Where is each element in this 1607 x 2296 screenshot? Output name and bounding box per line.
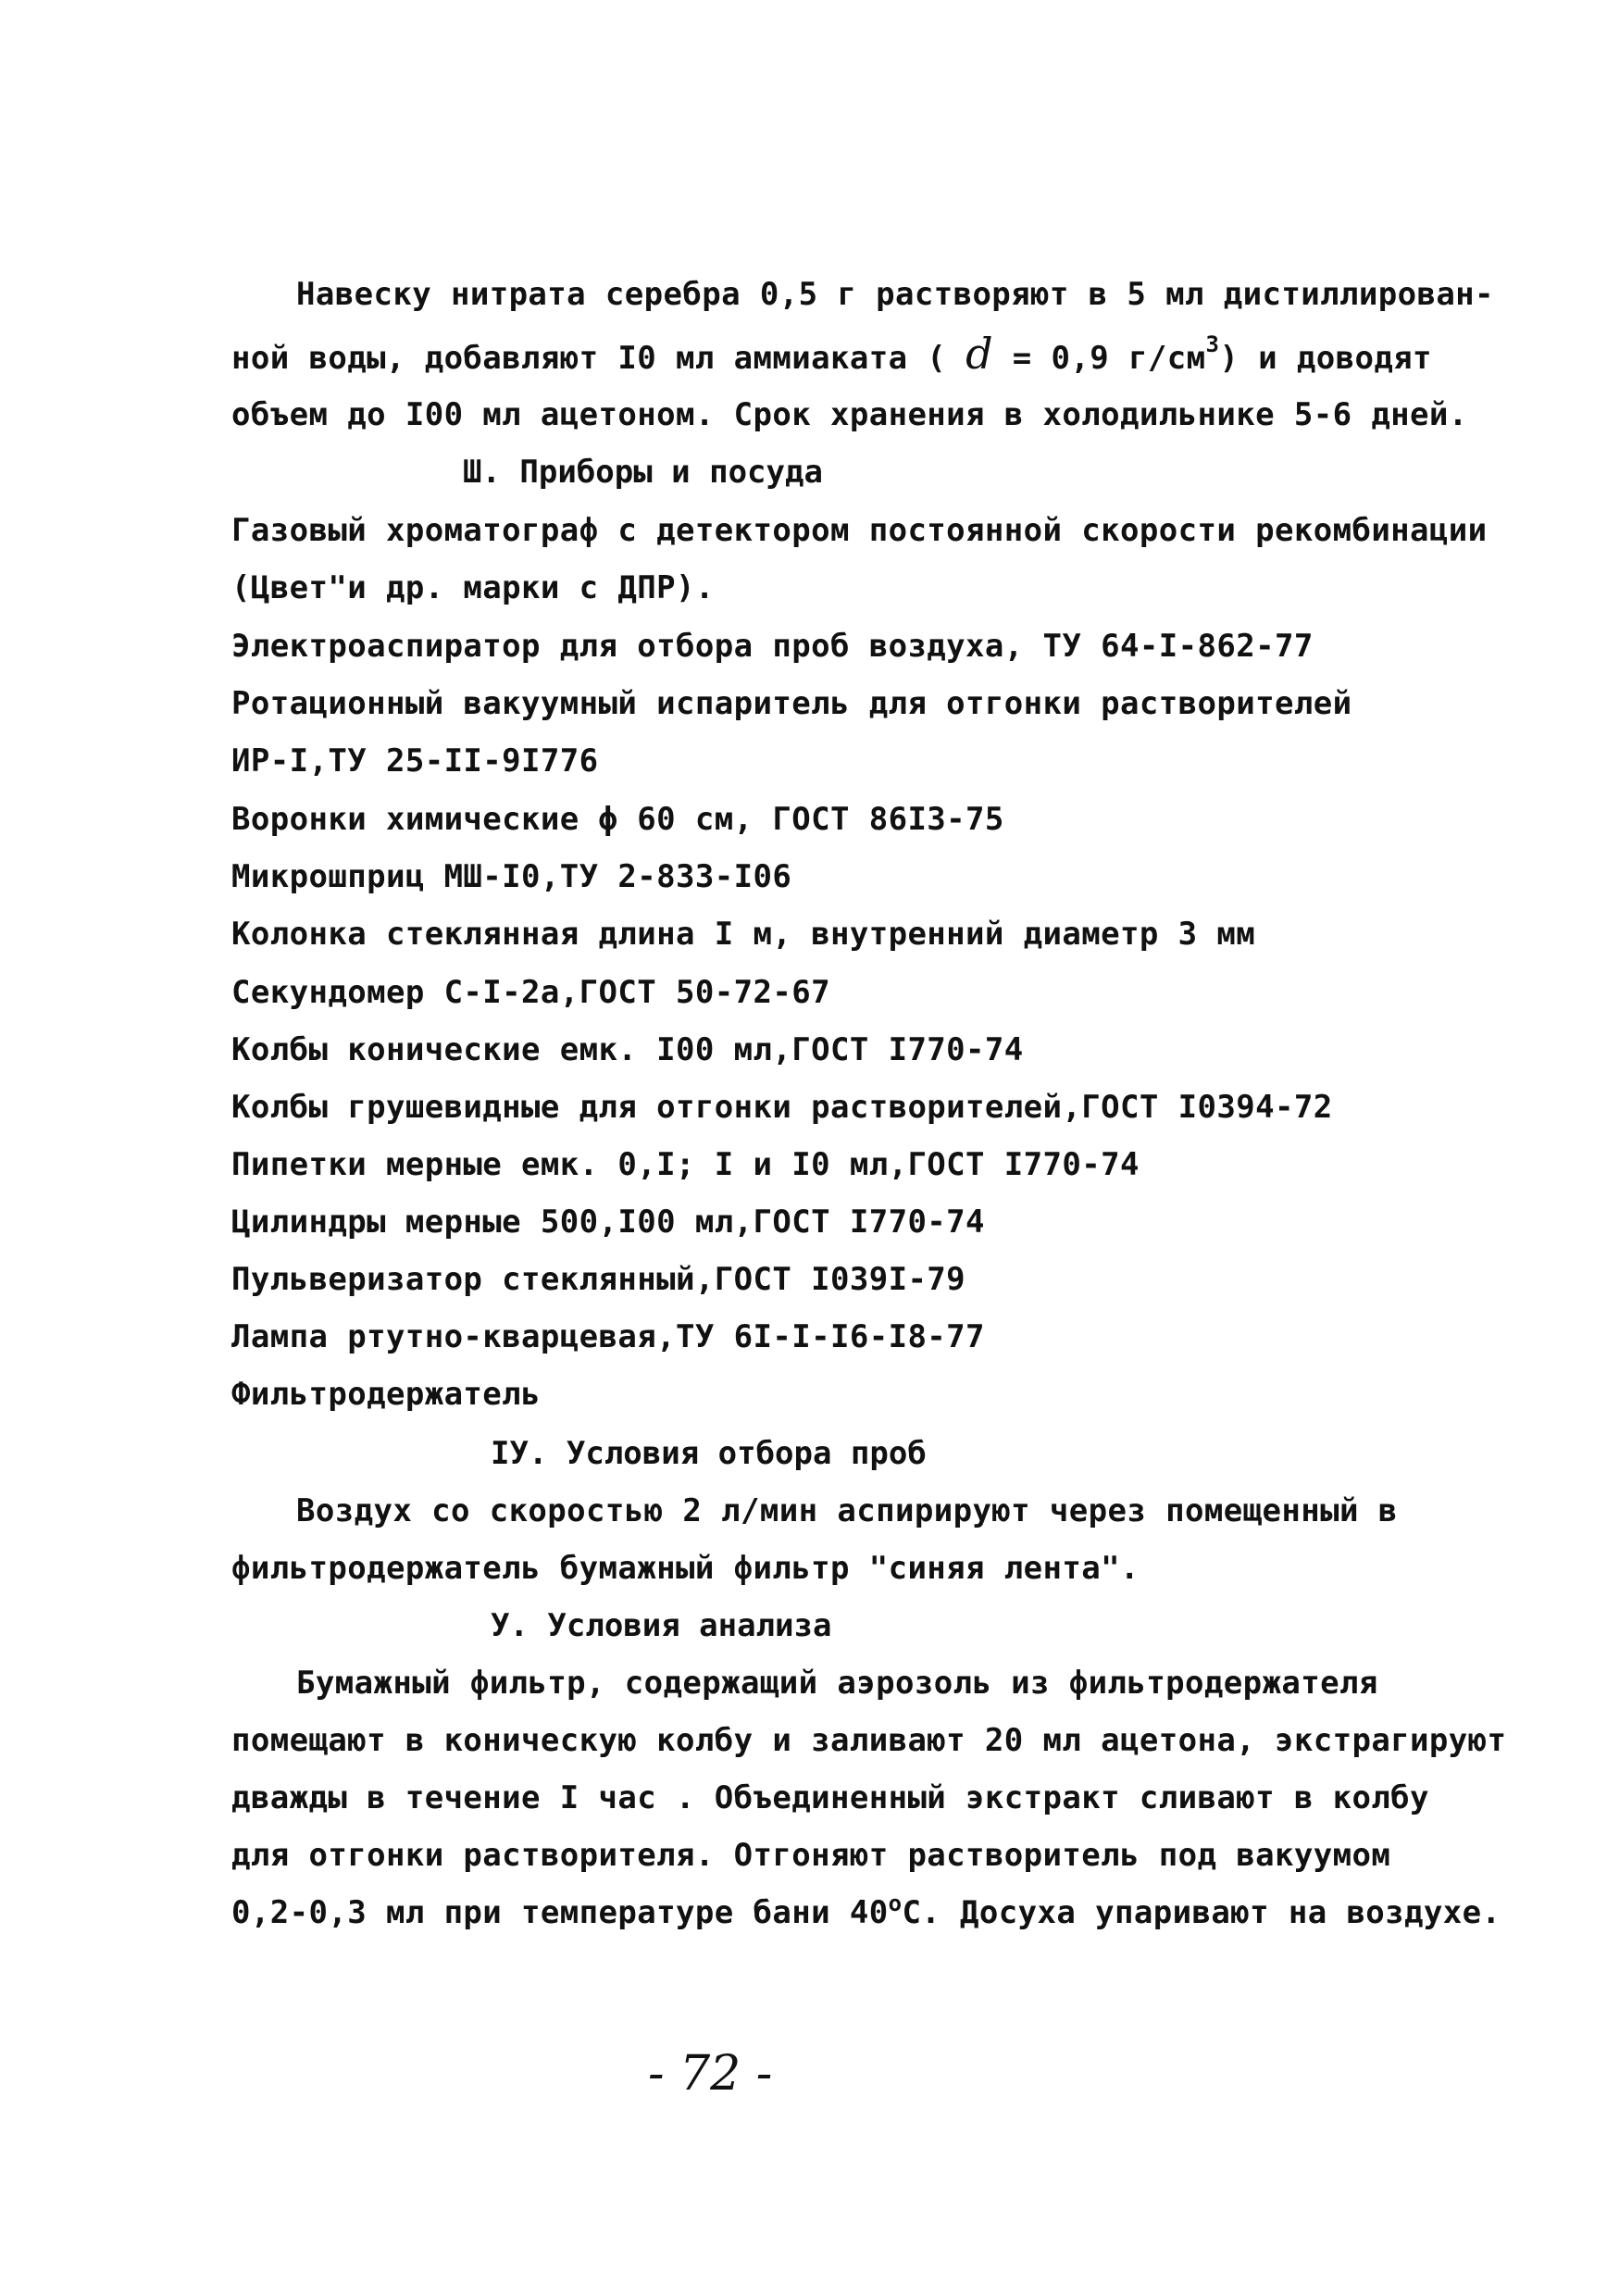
equipment-item: Колбы конические емк. I00 мл,ГОСТ I770-74	[231, 1031, 1024, 1068]
section-heading: Ш. Приборы и посуда	[463, 454, 823, 491]
equipment-item: Ротационный вакуумный испаритель для отгонки растворителей	[231, 685, 1352, 722]
equipment-item: Секундомер С-I-2а,ГОСТ 50-72-67	[231, 974, 830, 1011]
paragraph-line: фильтродержатель бумажный фильтр "синяя лента".	[231, 1550, 1140, 1587]
equipment-item: ИР-I,ТУ 25-II-9I776	[231, 742, 599, 780]
equipment-item: Фильтродержатель	[231, 1376, 541, 1413]
equipment-item: Пипетки мерные емк. 0,I; I и I0 мл,ГОСТ I770-74	[231, 1146, 1140, 1183]
superscript: 3	[1205, 331, 1220, 357]
paragraph-line: для отгонки растворителя. Отгоняют растворитель под вакуумом	[231, 1837, 1391, 1874]
text-segment: 0,2-0,3 мл при температуре бани 40	[231, 1894, 889, 1931]
text-segment: = 0,9 г/см	[992, 340, 1206, 377]
equipment-item: Цилиндры мерные 500,I00 мл,ГОСТ I770-74	[231, 1204, 985, 1241]
paragraph-line: Воздух со скоростью 2 л/мин аспирируют через помещенный в	[296, 1492, 1398, 1529]
equipment-item: Лампа ртутно-кварцевая,ТУ 6I-I-I6-I8-77	[231, 1318, 985, 1355]
text-segment: ной воды, добавляют I0 мл аммиаката (	[231, 340, 966, 377]
equipment-item: Пульверизатор стеклянный,ГОСТ I039I-79	[231, 1261, 966, 1298]
degree-superscript: о	[888, 1890, 903, 1916]
equipment-item: Колонка стеклянная длина I м, внутренний диаметр 3 мм	[231, 916, 1256, 953]
paragraph-line: Навеску нитрата серебра 0,5 г растворяют в 5 мл дистиллирован-	[296, 276, 1494, 313]
density-symbol: d	[965, 329, 993, 379]
section-heading: У. Условия анализа	[491, 1607, 832, 1644]
paragraph-line: помещают в коническую колбу и заливают 20 мл ацетона, экстрагируют	[231, 1722, 1507, 1759]
text-segment: ) и доводят	[1219, 340, 1432, 377]
paragraph-line: Бумажный фильтр, содержащий аэрозоль из фильтродержателя	[296, 1665, 1378, 1702]
paragraph-line: дважды в течение I час . Объединенный экстракт сливают в колбу	[231, 1779, 1429, 1816]
text-segment: С. Досуха упаривают на воздухе.	[902, 1894, 1501, 1931]
equipment-item: (Цвет"и др. марки с ДПР).	[231, 569, 715, 606]
paragraph-line	[231, 1890, 1501, 1931]
equipment-item: Микрошприц МШ-I0,ТУ 2-833-I06	[231, 858, 792, 895]
paragraph-line-with-formula	[231, 329, 1432, 379]
section-heading: IУ. Условия отбора проб	[491, 1435, 927, 1472]
equipment-item: Колбы грушевидные для отгонки растворителей,ГОСТ I0394-72	[231, 1089, 1333, 1126]
paragraph-line: объем до I00 мл ацетоном. Срок хранения в холодильнике 5-6 дней.	[231, 396, 1468, 433]
equipment-item: Электроаспиратор для отбора проб воздуха, ТУ 64-I-862-77	[231, 628, 1314, 665]
equipment-item: Воронки химические ϕ 60 см, ГОСТ 86I3-75	[231, 801, 1004, 838]
page-number: - 72 -	[648, 2046, 773, 2102]
equipment-item: Газовый хроматограф с детектором постоянной скорости рекомбинации	[231, 512, 1488, 549]
